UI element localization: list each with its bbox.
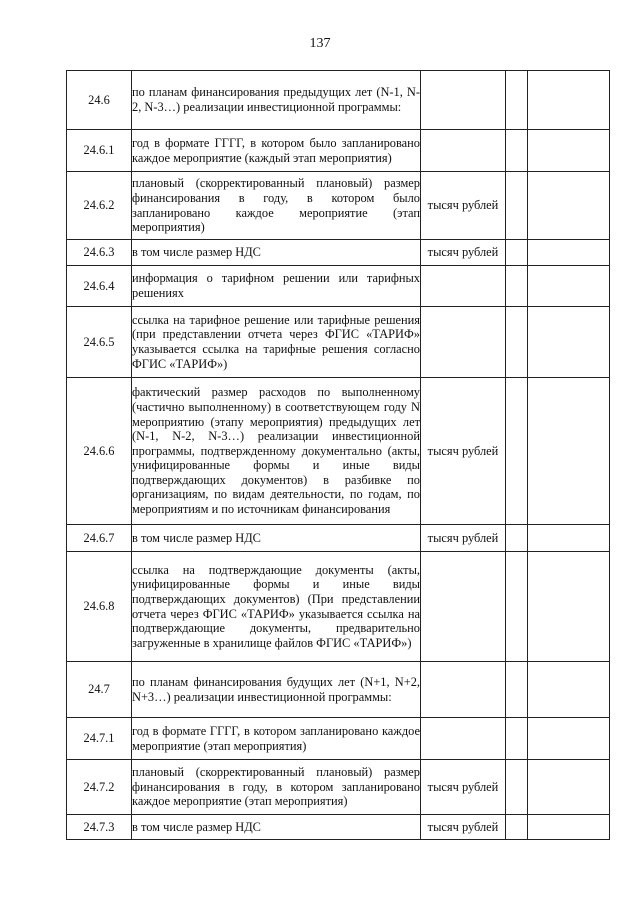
- item-unit: тысяч рублей: [421, 172, 506, 240]
- empty-cell: [528, 760, 610, 815]
- item-number: 24.7.3: [67, 815, 132, 840]
- empty-cell: [528, 662, 610, 718]
- empty-cell: [528, 240, 610, 266]
- item-number: 24.6.1: [67, 130, 132, 172]
- empty-cell: [528, 378, 610, 525]
- table-row: [67, 718, 610, 760]
- item-unit: [421, 71, 506, 130]
- item-number: 24.6.5: [67, 307, 132, 378]
- item-number: 24.6.6: [67, 378, 132, 525]
- item-number: 24.6.3: [67, 240, 132, 266]
- empty-cell: [528, 718, 610, 760]
- item-unit: [421, 307, 506, 378]
- empty-cell: [528, 172, 610, 240]
- empty-cell: [506, 71, 528, 130]
- table-row: [67, 172, 610, 240]
- empty-cell: [506, 662, 528, 718]
- empty-cell: [506, 130, 528, 172]
- empty-cell: [528, 525, 610, 552]
- item-number: 24.7: [67, 662, 132, 718]
- item-description: год в формате ГГГГ, в котором было запланировано каждое мероприятие (каждый этап мероприятия): [132, 130, 421, 172]
- item-number: 24.6: [67, 71, 132, 130]
- item-unit: тысяч рублей: [421, 815, 506, 840]
- table-row: [67, 378, 610, 525]
- empty-cell: [506, 552, 528, 662]
- table-row: [67, 815, 610, 840]
- item-number: 24.6.2: [67, 172, 132, 240]
- item-unit: [421, 552, 506, 662]
- item-unit: [421, 662, 506, 718]
- empty-cell: [528, 130, 610, 172]
- table-row: [67, 130, 610, 172]
- table-row: [67, 552, 610, 662]
- empty-cell: [528, 307, 610, 378]
- item-unit: [421, 130, 506, 172]
- item-description: в том числе размер НДС: [132, 815, 421, 840]
- item-unit: тысяч рублей: [421, 240, 506, 266]
- table-row: [67, 240, 610, 266]
- item-number: 24.6.8: [67, 552, 132, 662]
- item-description: по планам финансирования будущих лет (N+1, N+2, N+3…) реализации инвестиционной программы:: [132, 662, 421, 718]
- empty-cell: [506, 815, 528, 840]
- item-number: 24.7.1: [67, 718, 132, 760]
- empty-cell: [506, 718, 528, 760]
- item-unit: тысяч рублей: [421, 378, 506, 525]
- item-description: год в формате ГГГГ, в котором запланировано каждое мероприятие (этап мероприятия): [132, 718, 421, 760]
- item-description: по планам финансирования предыдущих лет (N-1, N-2, N-3…) реализации инвестиционной программы:: [132, 71, 421, 130]
- table-body: [67, 71, 610, 840]
- table-row: [67, 266, 610, 307]
- item-number: 24.7.2: [67, 760, 132, 815]
- table-row: [67, 71, 610, 130]
- empty-cell: [528, 552, 610, 662]
- empty-cell: [506, 378, 528, 525]
- empty-cell: [506, 760, 528, 815]
- item-unit: [421, 718, 506, 760]
- item-number: 24.6.7: [67, 525, 132, 552]
- empty-cell: [528, 71, 610, 130]
- item-description: информация о тарифном решении или тарифных решениях: [132, 266, 421, 307]
- item-description: в том числе размер НДС: [132, 240, 421, 266]
- table-row: [67, 760, 610, 815]
- item-description: в том числе размер НДС: [132, 525, 421, 552]
- item-description: фактический размер расходов по выполненному (частично выполненному) в соответствующем году N мероприятию (этапу мероприятия) предыдущих лет (N-1, N-2, N-3…) реализации инвестиционной программы, подтвержденному документально (акты, унифицированные формы и иные виды подтверждающих документов) в разбивке по организациям, по видам деятельности, по годам, по мероприятиям и по источникам финансирования: [132, 378, 421, 525]
- empty-cell: [528, 266, 610, 307]
- item-description: ссылка на подтверждающие документы (акты, унифицированные формы и иные виды подтверждающих документов) (При представлении отчета через ФГИС «ТАРИФ» указывается ссылка на подтверждающие документы, предварительно загруженные в хранилище файлов ФГИС «ТАРИФ»): [132, 552, 421, 662]
- page-number: 137: [309, 36, 331, 51]
- empty-cell: [506, 172, 528, 240]
- item-unit: [421, 266, 506, 307]
- requirements-table: [66, 70, 610, 840]
- empty-cell: [528, 815, 610, 840]
- item-description: ссылка на тарифное решение или тарифные решения (при представлении отчета через ФГИС «ТАРИФ» указывается ссылка на тарифные решения согласно ФГИС «ТАРИФ»): [132, 307, 421, 378]
- empty-cell: [506, 240, 528, 266]
- item-description: плановый (скорректированный плановый) размер финансирования в году, в котором было запланировано каждое мероприятие (этап мероприятия): [132, 172, 421, 240]
- empty-cell: [506, 266, 528, 307]
- table-row: [67, 662, 610, 718]
- item-description: плановый (скорректированный плановый) размер финансирования в году, в котором запланировано каждое мероприятие (этап мероприятия): [132, 760, 421, 815]
- empty-cell: [506, 307, 528, 378]
- item-unit: тысяч рублей: [421, 760, 506, 815]
- item-number: 24.6.4: [67, 266, 132, 307]
- empty-cell: [506, 525, 528, 552]
- table-row: [67, 307, 610, 378]
- table-row: [67, 525, 610, 552]
- item-unit: тысяч рублей: [421, 525, 506, 552]
